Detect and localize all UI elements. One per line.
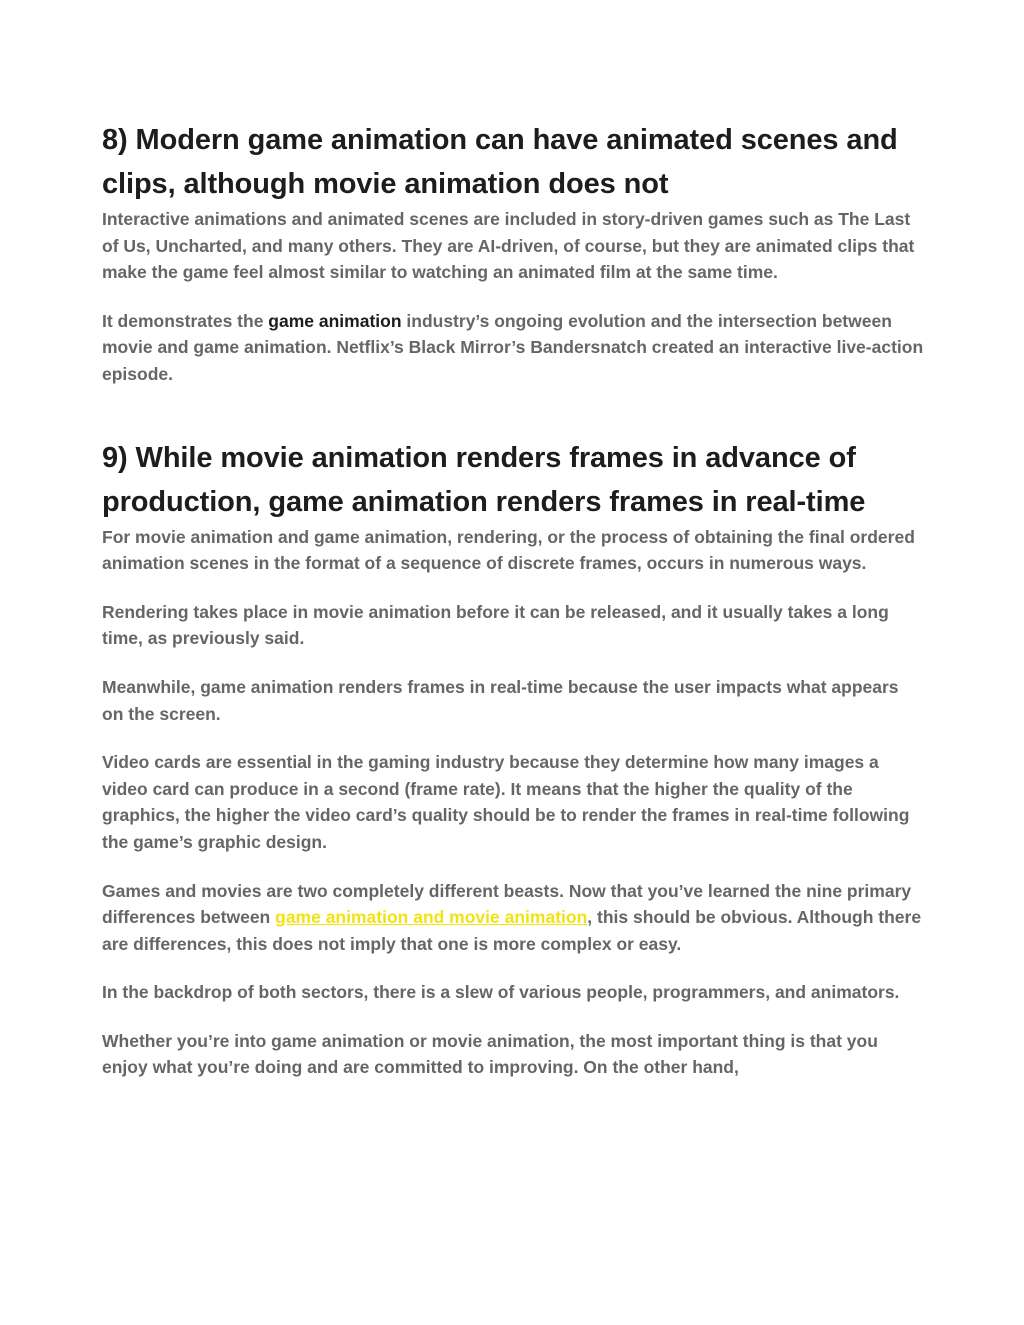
section-9-paragraph-2: Rendering takes place in movie animation before it can be released, and it usually takes a long time, as previously said.	[102, 601, 889, 649]
section-9-paragraph-7: Whether you’re into game animation or movie animation, the most important thing is that you enjoy what you’re doing and are committed to improving. On the other hand,	[102, 1030, 878, 1078]
section-9-paragraph-4: Video cards are essential in the gaming industry because they determine how many images a video card can produce in a second (frame rate). It means that the higher the quality of the graphics, the higher the video card’s quality should be to render the frames in real-time following the game’s graphic design.	[102, 752, 910, 852]
section-9-heading: 9) While movie animation renders frames in advance of production, game animation renders frames in real-time	[102, 441, 866, 518]
paragraph-text: , this should be obvious. Although there are differences, this does not imply that one is more complex or easy.	[102, 907, 922, 954]
paragraph-text: industry’s ongoing evolution and the intersection between movie and game animation. Netflix’s Black Mirror’s Bandersnatch created an interactive live-action episode.	[102, 310, 924, 384]
section-9-paragraph-1: For movie animation and game animation, rendering, or the process of obtaining the final ordered animation scenes in the format of a sequence of discrete frames, occurs in numerous ways.	[102, 526, 915, 574]
paragraph-text: It demonstrates the	[102, 310, 269, 331]
section-8-heading: 8) Modern game animation can have animated scenes and clips, although movie animation does not	[102, 124, 898, 200]
highlighted-term: game animation	[268, 310, 402, 331]
paragraph-text: Games and movies are two completely different beasts. Now that you’ve learned the nine primary differences between	[102, 880, 912, 928]
section-8-paragraph-1: Interactive animations and animated scenes are included in story-driven games such as The Last of Us, Uncharted, and many others. They are AI-driven, of course, but they are animated clips that make the game feel almost similar to watching an animated film at the same time.	[102, 209, 915, 283]
section-9-paragraph-3: Meanwhile, game animation renders frames in real-time because the user impacts what appears on the screen.	[102, 676, 899, 724]
game-vs-movie-animation-link[interactable]: game animation and movie animation	[275, 907, 588, 928]
document-page	[102, 118, 924, 1081]
section-9-paragraph-5	[102, 878, 924, 958]
section-9-paragraph-6: In the backdrop of both sectors, there is a slew of various people, programmers, and animators.	[102, 982, 900, 1003]
section-8-paragraph-2	[102, 308, 924, 388]
